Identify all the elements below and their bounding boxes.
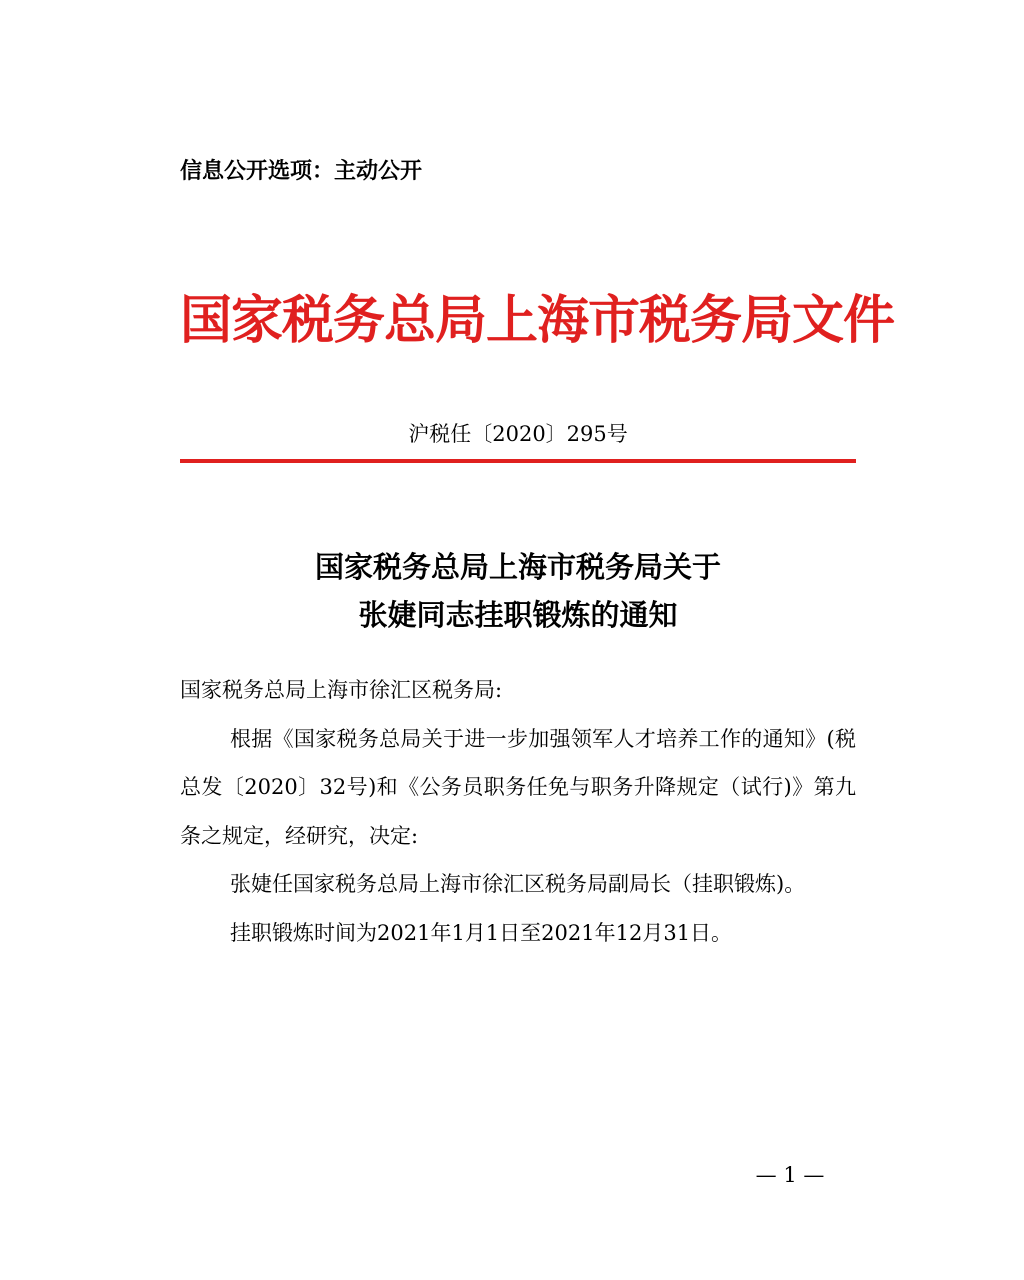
notice-title-line-2: 张婕同志挂职锻炼的通知 [358,598,678,632]
body-paragraph-basis: 根据《国家税务总局关于进一步加强领军人才培养工作的通知》(税总发〔2020〕32号)和《公务员职务任免与职务升降规定（试行)》第九条之规定，经研究，决定: [180,726,856,848]
page-number: — 1 — [755,1163,825,1187]
body-paragraph-period: 挂职锻炼时间为2021年1月1日至2021年12月31日。 [230,920,733,945]
disclosure-option: 信息公开选项：主动公开 [180,159,423,184]
red-separator-line [180,459,856,463]
body-paragraph-appointment: 张婕任国家税务总局上海市徐汇区税务局副局长（挂职锻炼)。 [230,872,806,896]
notice-body [180,666,856,957]
notice-title [180,543,856,639]
document-number: 沪税任〔2020〕295号 [408,422,628,446]
document-masthead: 国家税务总局上海市税务局文件 [180,290,895,351]
addressee: 国家税务总局上海市徐汇区税务局: [180,678,503,702]
notice-title-line-1: 国家税务总局上海市税务局关于 [314,550,721,584]
